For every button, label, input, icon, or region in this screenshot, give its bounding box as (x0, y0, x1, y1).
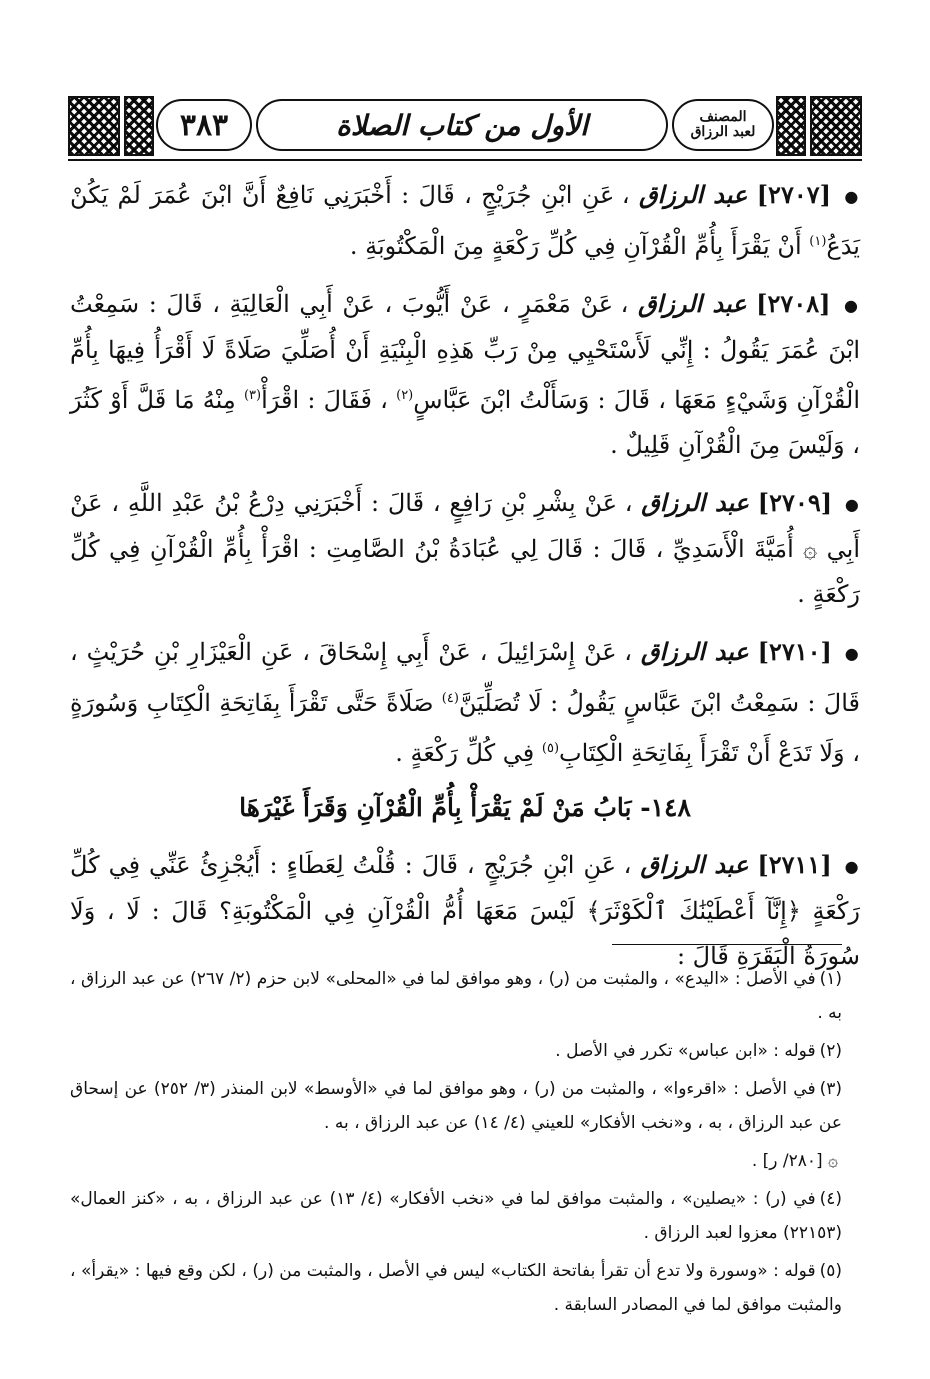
hadith-text-continued: صَلَاةً حَتَّى تَقْرَأَ بِفَاتِحَةِ الْكِتَابِ وَسُورَةٍ ، وَلَا تَدَعْ أَنْ تَقْرَأَ بِفَاتِحَةِ الْكِتَابِ (70, 689, 860, 767)
hadith-text-continued: مِنْهُ مَا قَلَّ أَوْ كَثُرَ ، وَلَيْسَ مِنَ الْقُرْآنِ قَلِيلٌ . (70, 386, 860, 459)
hadith-text-continued: أَنْ يَقْرَأَ بِأُمِّ الْقُرْآنِ فِي كُلِّ رَكْعَةٍ مِنَ الْمَكْتُوبَةِ . (349, 232, 810, 260)
narrator-name: عبد الرزاق (640, 637, 749, 666)
header-ornament-inner-right (776, 96, 806, 156)
bullet-icon: ● (844, 644, 861, 663)
hadith-text: ، عَنْ إِسْرَائِيلَ ، عَنْ أَبِي إِسْحَاقَ ، عَنِ الْعَيْزَارِ بْنِ حُرَيْثٍ ، قَالَ : سَمِعْتُ ابْنَ عَبَّاسٍ يَقُولُ : لَا تُصَلِّيَنَّ (70, 638, 860, 717)
manuscript-marker (70, 1144, 842, 1178)
book-name (691, 110, 756, 140)
footnote-ref[interactable]: (٣) (243, 388, 262, 403)
narrator-name: عبد الرزاق (641, 488, 750, 517)
bullet-icon: ● (844, 857, 860, 876)
footnote-text: ۞ [٢٨٠/ ر] . (751, 1151, 838, 1171)
footnote-number: (١) (819, 969, 842, 989)
hadith-2707 (70, 172, 860, 269)
hadith-2708 (70, 281, 860, 468)
footnote-number: (٥) (819, 1261, 842, 1281)
narrator-name: عبد الرزاق (640, 850, 749, 879)
hadith-number: [٢٧٠٨] (756, 289, 831, 318)
header-ornament-inner-left (124, 96, 154, 156)
bullet-icon: ● (844, 495, 860, 514)
footnote-number: (٤) (819, 1189, 842, 1209)
header-ornament-left (68, 96, 120, 156)
main-text (70, 172, 860, 991)
footnote-5 (70, 1254, 842, 1322)
footnote-ref[interactable]: (٥) (541, 741, 560, 756)
hadith-number: [٢٧١٠] (757, 637, 832, 666)
footnote-1 (70, 962, 842, 1030)
book-name-line-2: لعبد الرزاق (690, 124, 756, 140)
footnote-ref[interactable]: (١) (809, 234, 827, 249)
hadith-number: [٢٧٠٩] (757, 488, 833, 517)
footnote-number: (٢) (819, 1041, 842, 1061)
hadith-text: ، عَنِ ابْنِ جُرَيْجٍ ، قَالَ : أَخْبَرَنِي نَافِعٌ أَنَّ ابْنَ عُمَرَ لَمْ يَكُنْ يَدَعُ (70, 181, 860, 260)
footnote-separator (612, 944, 842, 945)
footnote-text: قوله : «ابن عباس» تكرر في الأصل . (555, 1041, 816, 1061)
hadith-text-continued: ، فَقَالَ : اقْرَأْ (261, 386, 397, 414)
book-name-line-1: المصنف (699, 109, 747, 125)
footnote-text: قوله : «وسورة ولا تدع أن تقرأ بفاتحة الكتاب» ليس في الأصل ، والمثبت من (ر) ، لكن وقع فيها : «يقرأ» ، والمثبت موافق لما في المصادر السابقة . (70, 1261, 842, 1315)
hadith-text-continued: فِي كُلِّ رَكْعَةٍ . (395, 739, 542, 767)
hadith-number: [٢٧٠٧] (756, 180, 831, 209)
bullet-icon: ● (844, 296, 860, 315)
page-number: ٣٨٣ (179, 107, 229, 143)
hadith-text: ، عَنْ بِشْرِ بْنِ رَافِعٍ ، قَالَ : أَخْبَرَنِي دِرْعُ بْنُ عَبْدِ اللَّهِ ، عَنْ أَبِي ۞ أُمَيَّةَ الْأَسَدِيِّ ، قَالَ : قَالَ لِي عُبَادَةُ بْنُ الصَّامِتِ : اقْرَأْ بِأُمِّ الْقُرْآنِ فِي كُلِّ رَكْعَةٍ . (70, 489, 861, 608)
hadith-2710 (70, 629, 860, 776)
footnote-text: في (ر) : «يصلين» ، والمثبت موافق لما في «نخب الأفكار» (٤/ ١٣) عن عبد الرزاق ، به ، «كنز العمال» (٢٢١٥٣) معزوا لعبد الرزاق . (70, 1189, 842, 1243)
hadith-text: ، عَنْ مَعْمَرٍ ، عَنْ أَيُّوبَ ، عَنْ أَبِي الْعَالِيَةِ ، قَالَ : سَمِعْتُ ابْنَ عُمَرَ يَقُولُ : إِنِّي لَأَسْتَحْيِي مِنْ رَبِّ هَذِهِ الْبِنْيَةِ أَنْ أُصَلِّيَ صَلَاةً لَا أَقْرَأُ فِيهَا بِأُمِّ الْقُرْآنِ وَشَيْءٍ مَعَهَا ، قَالَ : وَسَأَلْتُ ابْنَ عَبَّاسٍ (70, 290, 861, 414)
chapter-heading: ١٤٨- بَابُ مَنْ لَمْ يَقْرَأْ بِأُمِّ الْقُرْآنِ وَقَرَأَ غَيْرَهَا (239, 793, 691, 822)
footnotes (70, 962, 842, 1326)
footnote-ref[interactable]: (٤) (441, 691, 459, 706)
hadith-number: [٢٧١١] (757, 850, 832, 879)
book-name-cartouche (672, 99, 774, 151)
hadith-2711 (70, 842, 860, 979)
footnote-2 (70, 1034, 842, 1068)
narrator-name: عبد الرزاق (639, 180, 748, 209)
narrator-name: عبد الرزاق (638, 289, 747, 318)
footnote-number: (٣) (819, 1079, 842, 1099)
page-number-cartouche (156, 99, 252, 151)
hadith-text: ، عَنِ ابْنِ جُرَيْجٍ ، قَالَ : قُلْتُ لِعَطَاءٍ : أَيُجْزِئُ عَنِّي فِي كُلِّ رَكْعَةٍ ﴿إِنَّآ أَعْطَيْنَٰكَ ٱلْكَوْثَرَ﴾ لَيْسَ مَعَهَا أُمُّ الْقُرْآنِ فِي الْمَكْتُوبَةِ؟ قَالَ : لَا ، وَلَا سُورَةُ الْبَقَرَةِ قَالَ : (70, 851, 861, 970)
header-rule (68, 159, 862, 161)
running-title-cartouche (256, 99, 668, 151)
page-header (68, 96, 862, 156)
footnote-text: في الأصل : «اقرءوا» ، والمثبت من (ر) ، وهو موافق لما في «الأوسط» لابن المنذر (٣/ ٢٥٢) عن إسحاق عن عبد الرزاق ، به ، و«نخب الأفكار» للعيني (٤/ ١٤) عن عبد الرزاق ، به . (70, 1079, 842, 1133)
header-ornament-right (810, 96, 862, 156)
hadith-2709 (70, 480, 860, 617)
bullet-icon: ● (844, 187, 860, 206)
footnote-ref[interactable]: (٢) (396, 388, 414, 403)
footnote-3 (70, 1072, 842, 1140)
footnote-4 (70, 1182, 842, 1250)
footnote-text: في الأصل : «اليدع» ، والمثبت من (ر) ، وهو موافق لما في «المحلى» لابن حزم (٢/ ٢٦٧) عن عبد الرزاق ، به . (70, 969, 842, 1023)
running-title: الأول من كتاب الصلاة (336, 108, 588, 142)
